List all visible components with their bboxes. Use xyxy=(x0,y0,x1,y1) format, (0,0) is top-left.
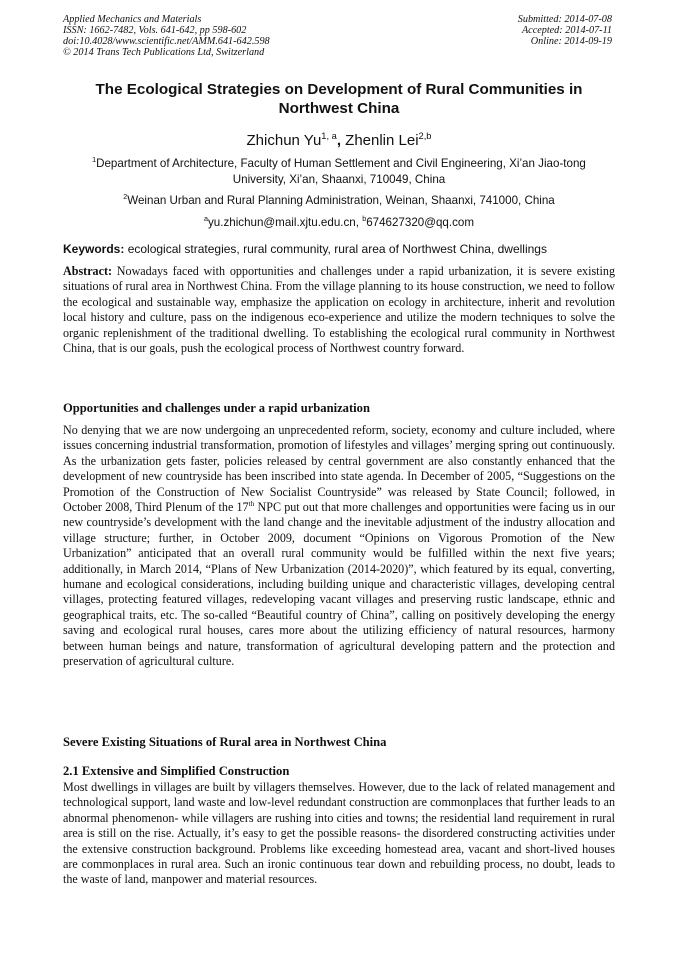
affiliation-mark: 1 xyxy=(92,155,97,165)
accepted-date: Accepted: 2014-07-11 xyxy=(521,25,612,36)
publication-dates xyxy=(518,14,612,58)
affiliation-line: University, Xi’an, Shaanxi, 710049, China xyxy=(232,172,446,186)
author-emails xyxy=(63,215,615,230)
section-heading: Severe Existing Situations of Rural area in Northwest China xyxy=(63,735,387,749)
affiliation-2: $^2$Weinan Urban and Rural Planning Administration, Weinan, Shaanxi, 741000, China xyxy=(123,192,555,207)
email-mark: a xyxy=(203,214,208,224)
abstract-text: Nowadays faced with opportunities and challenges under a rapid urbanization, it is severe existing situations of rural area in Northwest China. From the village planning to its house construction, we need to follow the ecological and sustainable way, emphasize the application on ecology in architecture, inherit and revolution local history and culture, pass on the indigenous eco-experience and utilize the modern techniques to solve the organic replenishment of the traditional dwelling. To establishing the ecological rural community in Northwest China, that is our goals, push the ecological process of Northwest country forward. xyxy=(63,264,615,356)
keywords-label: Keywords: xyxy=(63,242,125,256)
doi-line: doi:10.4028/www.scientific.net/AMM.641-642.598 xyxy=(63,36,270,47)
author-separator: , xyxy=(336,132,341,149)
email-mark: b xyxy=(362,214,367,224)
keywords xyxy=(63,242,615,257)
subsection-heading: 2.1 Extensive and Simplified Construction xyxy=(63,764,290,778)
author-affiliation-mark: 2,b xyxy=(418,131,432,141)
keywords-text: ecological strategies, rural community, rural area of Northwest China, dwellings xyxy=(124,242,547,256)
affiliation-1 xyxy=(63,156,615,187)
affiliation-mark: 2 xyxy=(123,192,128,202)
paper-title xyxy=(63,80,615,118)
online-date: Online: 2014-09-19 xyxy=(530,36,612,47)
title-line-1: The Ecological Strategies on Development of Rural Communities in xyxy=(95,81,583,98)
author-name: Zhichun Yu xyxy=(246,132,322,149)
affiliation-line: $^1$Department of Architecture, Faculty of Human Settlement and Civil Engineering, Xi’an Jiao-tong xyxy=(92,155,586,170)
section-heading: Opportunities and challenges under a rapid urbanization xyxy=(63,401,370,415)
title-line-2: Northwest China xyxy=(278,100,400,117)
author-affiliation-mark: 1, a xyxy=(321,131,337,141)
journal-name: Applied Mechanics and Materials xyxy=(63,14,202,25)
submitted-date: Submitted: 2014-07-08 xyxy=(517,14,612,25)
copyright-line: © 2014 Trans Tech Publications Ltd, Switzerland xyxy=(63,47,265,58)
abstract xyxy=(63,264,615,356)
author-list xyxy=(63,132,615,150)
publication-header xyxy=(63,14,612,58)
section-paragraph: No denying that we are now undergoing an unprecedented reform, society, economy and culture included, where issues concerning industrial transformation, promotion of lifestyles and villages’ merging spring out continuously. As the urbanization gets faster, policies released by central government are also constantly enhanced that the development of new countryside has been inscribed into state agenda. In December of 2005, “Suggestions on the Promotion of the Construction of New Socialist Countryside” was released by State Council; followed, in October 2008, Third Plenum of the 17th NPC put out that more challenges and opportunities were facing us in our new countryside’s development with the land change and the inevitable adjustment of the industry allocation and village structure; further, in October 2009, document “Opinions on Vigorous Promotion of the New Urbanization” anticipated that an overall rural community would be fulfilled within the next five years; additionally, in March 2014, “Plans of New Urbanization (2014-2020)”, which featured by its equal, converting, humane and ecological considerations, including building unique and characteristic villages, developing central villages, protecting featured villages, redeveloping vacant villages and preserving rustic landscape, ethnic and geographical traits, etc. The so-called “Beautiful country of China”, calling on positively developing the energy saving and ecological rural houses, cares more about the utilizing efficiency of natural resources, harmony between human beings and nature, transformation of agricultural developing pattern and the protection and preservation of agricultural culture. xyxy=(63,423,615,669)
email-address: 674627320@qq.com xyxy=(366,216,475,229)
section-paragraph: Most dwellings in villages are built by villagers themselves. However, due to the lack of related management and technological support, land waste and low-level redundant construction are commonplaces that further leads to an abnormal phenomenon- while villagers are rushing into cities and towns; the residential land requirement in rural area is still on the rise. Actually, it’s easy to get the possible reasons- the disordered constructing activities under the extensive construction background. Problems like exceeding homestead area, vacant and short-lived houses are commonplaces in rural area. Such an ironic continuous tear down and rebuilding process, no doubt, leads to the waste of land, manpower and material resources. xyxy=(63,780,615,887)
abstract-label: Abstract: xyxy=(63,264,113,278)
publication-info xyxy=(63,14,270,58)
author-name: Zhenlin Lei xyxy=(340,132,419,149)
ordinal-suffix: th xyxy=(248,499,255,508)
email-address: yu.zhichun@mail.xjtu.edu.cn, xyxy=(207,216,363,229)
issn-line: ISSN: 1662-7482, Vols. 641-642, pp 598-602 xyxy=(63,25,247,36)
